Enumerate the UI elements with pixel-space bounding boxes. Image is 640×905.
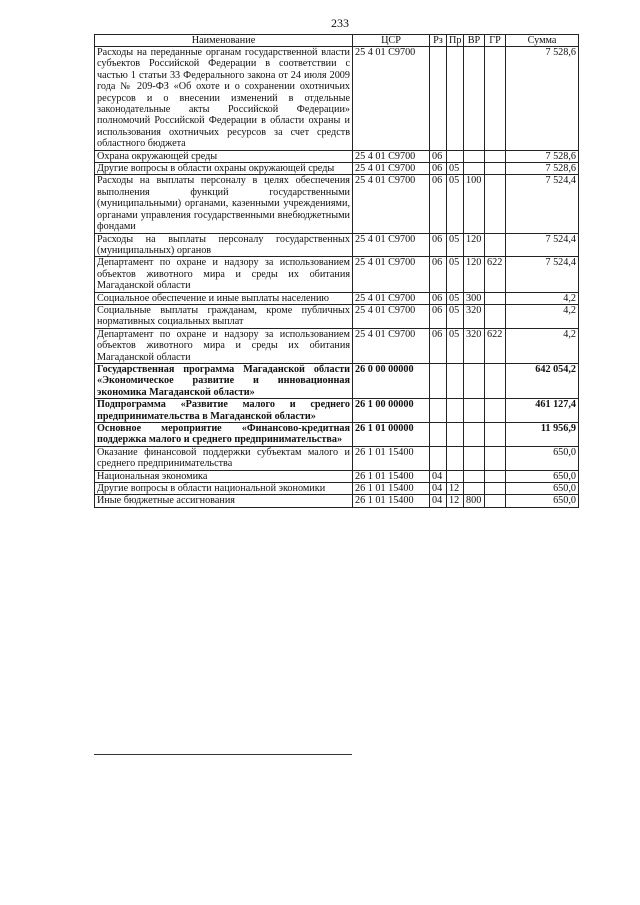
row-vr: 320 xyxy=(464,328,485,363)
row-gr xyxy=(485,495,506,507)
row-gr: 622 xyxy=(485,328,506,363)
row-gr xyxy=(485,423,506,447)
row-rz: 06 xyxy=(430,163,447,175)
table-header-row xyxy=(95,35,579,47)
row-pr xyxy=(447,47,464,151)
budget-table xyxy=(94,34,579,508)
row-pr: 05 xyxy=(447,328,464,363)
row-sum: 7 528,6 xyxy=(506,47,579,151)
row-vr xyxy=(464,399,485,423)
row-vr: 120 xyxy=(464,233,485,257)
table-body xyxy=(95,47,579,508)
row-name: Национальная экономика xyxy=(95,470,353,482)
row-sum: 650,0 xyxy=(506,470,579,482)
row-sum: 642 054,2 xyxy=(506,363,579,398)
row-rz: 04 xyxy=(430,483,447,495)
row-sum: 650,0 xyxy=(506,495,579,507)
row-vr xyxy=(464,423,485,447)
row-csr: 26 1 01 15400 xyxy=(353,483,430,495)
table-row xyxy=(95,304,579,328)
row-rz: 06 xyxy=(430,304,447,328)
row-pr xyxy=(447,363,464,398)
table-row xyxy=(95,495,579,507)
row-gr xyxy=(485,363,506,398)
row-pr: 05 xyxy=(447,233,464,257)
row-csr: 25 4 01 С9700 xyxy=(353,175,430,233)
row-rz: 04 xyxy=(430,495,447,507)
table-row xyxy=(95,257,579,292)
row-sum: 7 524,4 xyxy=(506,175,579,233)
row-pr: 05 xyxy=(447,304,464,328)
row-pr xyxy=(447,470,464,482)
row-sum: 4,2 xyxy=(506,328,579,363)
table-row xyxy=(95,292,579,304)
row-csr: 25 4 01 С9700 xyxy=(353,233,430,257)
row-rz: 06 xyxy=(430,328,447,363)
row-name: Другие вопросы в области охраны окружающей среды xyxy=(95,163,353,175)
row-pr xyxy=(447,423,464,447)
row-rz xyxy=(430,399,447,423)
row-gr xyxy=(485,175,506,233)
footnote-divider xyxy=(94,754,352,755)
row-vr: 120 xyxy=(464,257,485,292)
row-rz: 06 xyxy=(430,175,447,233)
header-pr: Пр xyxy=(447,35,464,47)
table-row xyxy=(95,47,579,151)
row-gr xyxy=(485,304,506,328)
row-csr: 25 4 01 С9700 xyxy=(353,47,430,151)
row-csr: 26 1 01 15400 xyxy=(353,470,430,482)
row-csr: 25 4 01 С9700 xyxy=(353,328,430,363)
row-name: Подпрограмма «Развитие малого и среднего предпринимательства в Магаданской области» xyxy=(95,399,353,423)
row-rz: 06 xyxy=(430,292,447,304)
row-vr: 320 xyxy=(464,304,485,328)
row-csr: 26 1 01 00000 xyxy=(353,423,430,447)
row-name: Департамент по охране и надзору за использованием объектов животного мира и среды их обитания Магаданской области xyxy=(95,328,353,363)
row-rz: 06 xyxy=(430,233,447,257)
row-vr xyxy=(464,47,485,151)
table-row xyxy=(95,328,579,363)
row-name: Оказание финансовой поддержки субъектам малого и среднего предпринимательства xyxy=(95,446,353,470)
row-vr: 100 xyxy=(464,175,485,233)
table-row xyxy=(95,150,579,162)
row-gr xyxy=(485,483,506,495)
row-csr: 25 4 01 С9700 xyxy=(353,292,430,304)
row-pr: 05 xyxy=(447,163,464,175)
row-rz: 06 xyxy=(430,257,447,292)
row-vr xyxy=(464,470,485,482)
row-pr: 05 xyxy=(447,292,464,304)
row-sum: 650,0 xyxy=(506,483,579,495)
row-gr xyxy=(485,47,506,151)
header-csr: ЦСР xyxy=(353,35,430,47)
table-row xyxy=(95,233,579,257)
row-sum: 461 127,4 xyxy=(506,399,579,423)
row-vr xyxy=(464,483,485,495)
row-vr xyxy=(464,363,485,398)
row-name: Основное мероприятие «Финансово-кредитная поддержка малого и среднего предпринимательства» xyxy=(95,423,353,447)
row-name: Иные бюджетные ассигнования xyxy=(95,495,353,507)
row-gr: 622 xyxy=(485,257,506,292)
row-rz: 04 xyxy=(430,470,447,482)
row-sum: 4,2 xyxy=(506,292,579,304)
header-vr: ВР xyxy=(464,35,485,47)
row-csr: 26 1 01 15400 xyxy=(353,495,430,507)
row-sum: 7 528,6 xyxy=(506,150,579,162)
row-name: Социальное обеспечение и иные выплаты населению xyxy=(95,292,353,304)
table-row xyxy=(95,470,579,482)
row-vr xyxy=(464,163,485,175)
row-name: Государственная программа Магаданской области «Экономическое развитие и инновационная экономика Магаданской области» xyxy=(95,363,353,398)
row-pr xyxy=(447,150,464,162)
row-name: Департамент по охране и надзору за использованием объектов животного мира и среды их обитания Магаданской области xyxy=(95,257,353,292)
row-rz: 06 xyxy=(430,150,447,162)
row-name: Расходы на переданные органам государственной власти субъектов Российской Федерации в соответствии с частью 1 статьи 33 Федерального закона от 24 июля 2009 года № 209-ФЗ «Об охоте и о сохранении охотничьих ресурсов и о внесении изменений в отдельные законодательные акты Российской Федерации» полномочий Российской Федерации в области охраны и использования охотничьих ресурсов за счет средств областного бюджета xyxy=(95,47,353,151)
row-pr: 12 xyxy=(447,483,464,495)
row-vr: 300 xyxy=(464,292,485,304)
row-pr xyxy=(447,399,464,423)
table-row xyxy=(95,483,579,495)
page-number: 233 xyxy=(331,16,349,30)
row-gr xyxy=(485,399,506,423)
table-row xyxy=(95,446,579,470)
row-csr: 25 4 01 С9700 xyxy=(353,150,430,162)
table-row xyxy=(95,163,579,175)
row-gr xyxy=(485,292,506,304)
row-gr xyxy=(485,163,506,175)
row-vr xyxy=(464,446,485,470)
row-gr xyxy=(485,233,506,257)
row-rz xyxy=(430,446,447,470)
header-rz: Рз xyxy=(430,35,447,47)
row-sum: 7 524,4 xyxy=(506,233,579,257)
row-gr xyxy=(485,470,506,482)
row-name: Расходы на выплаты персоналу в целях обеспечения выполнения функций государственными (муниципальными) органами, казенными учреждениями, органами управления государственными внебюджетными фондами xyxy=(95,175,353,233)
row-rz xyxy=(430,47,447,151)
row-sum: 4,2 xyxy=(506,304,579,328)
header-sum: Сумма xyxy=(506,35,579,47)
row-sum: 7 528,6 xyxy=(506,163,579,175)
header-name: Наименование xyxy=(95,35,353,47)
row-csr: 26 1 01 15400 xyxy=(353,446,430,470)
row-pr: 05 xyxy=(447,257,464,292)
row-pr: 12 xyxy=(447,495,464,507)
row-gr xyxy=(485,446,506,470)
table-row xyxy=(95,423,579,447)
row-vr xyxy=(464,150,485,162)
row-pr xyxy=(447,446,464,470)
row-csr: 25 4 01 С9700 xyxy=(353,257,430,292)
table-row xyxy=(95,399,579,423)
row-sum: 11 956,9 xyxy=(506,423,579,447)
row-csr: 26 0 00 00000 xyxy=(353,363,430,398)
row-name: Другие вопросы в области национальной экономики xyxy=(95,483,353,495)
row-gr xyxy=(485,150,506,162)
row-pr: 05 xyxy=(447,175,464,233)
row-vr: 800 xyxy=(464,495,485,507)
row-csr: 25 4 01 С9700 xyxy=(353,163,430,175)
row-sum: 650,0 xyxy=(506,446,579,470)
row-name: Охрана окружающей среды xyxy=(95,150,353,162)
row-name: Расходы на выплаты персоналу государственных (муниципальных) органов xyxy=(95,233,353,257)
table-row xyxy=(95,363,579,398)
table-row xyxy=(95,175,579,233)
row-name: Социальные выплаты гражданам, кроме публичных нормативных социальных выплат xyxy=(95,304,353,328)
row-rz xyxy=(430,423,447,447)
row-csr: 26 1 00 00000 xyxy=(353,399,430,423)
row-csr: 25 4 01 С9700 xyxy=(353,304,430,328)
header-gr: ГР xyxy=(485,35,506,47)
row-sum: 7 524,4 xyxy=(506,257,579,292)
row-rz xyxy=(430,363,447,398)
